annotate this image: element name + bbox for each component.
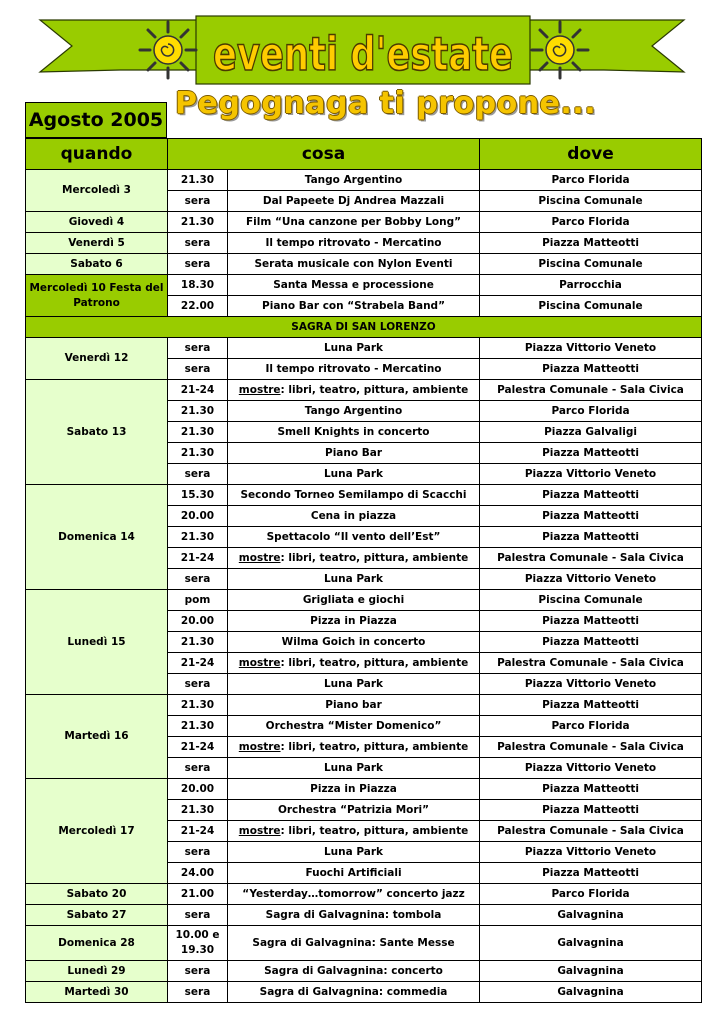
event-time: sera xyxy=(168,961,228,982)
event-category: mostre xyxy=(238,825,281,837)
header-when: quando xyxy=(26,139,168,170)
event-title-text: : libri, teatro, pittura, ambiente xyxy=(280,384,469,396)
event-time: 21.30 xyxy=(168,170,228,191)
table-row xyxy=(26,338,702,359)
event-title: Film “Una canzone per Bobby Long” xyxy=(228,212,480,233)
day-label: Sabato 20 xyxy=(26,884,168,905)
event-title: Piano bar xyxy=(228,695,480,716)
event-title: Luna Park xyxy=(228,842,480,863)
event-title: “Yesterday…tomorrow” concerto jazz xyxy=(228,884,480,905)
table-row xyxy=(26,884,702,905)
event-place: Piscina Comunale xyxy=(480,590,702,611)
event-time: 21.00 xyxy=(168,884,228,905)
event-place: Galvagnina xyxy=(480,982,702,1003)
event-title: Wilma Goich in concerto xyxy=(228,632,480,653)
event-time: 18.30 xyxy=(168,275,228,296)
event-title xyxy=(228,548,480,569)
event-place: Galvagnina xyxy=(480,905,702,926)
event-title-text: : libri, teatro, pittura, ambiente xyxy=(280,657,469,669)
event-time: 24.00 xyxy=(168,863,228,884)
event-place: Piazza Matteotti xyxy=(480,632,702,653)
event-category: mostre xyxy=(238,741,281,753)
event-title xyxy=(228,821,480,842)
day-label: Martedì 30 xyxy=(26,982,168,1003)
event-title-text: : libri, teatro, pittura, ambiente xyxy=(280,825,469,837)
event-place: Piazza Vittorio Veneto xyxy=(480,842,702,863)
event-place: Galvagnina xyxy=(480,961,702,982)
event-title: Sagra di Galvagnina: concerto xyxy=(228,961,480,982)
table-row xyxy=(26,254,702,275)
header-what: cosa xyxy=(168,139,480,170)
event-title: Piano Bar con “Strabela Band” xyxy=(228,296,480,317)
table-header-row xyxy=(26,139,702,170)
event-place: Galvagnina xyxy=(480,926,702,961)
event-time: sera xyxy=(168,569,228,590)
event-title: Luna Park xyxy=(228,338,480,359)
event-time: sera xyxy=(168,191,228,212)
event-title: Orchestra “Patrizia Mori” xyxy=(228,800,480,821)
event-place: Piazza Vittorio Veneto xyxy=(480,338,702,359)
event-time: sera xyxy=(168,674,228,695)
event-time: 21.30 xyxy=(168,422,228,443)
event-title: Pizza in Piazza xyxy=(228,779,480,800)
event-title: Orchestra “Mister Domenico” xyxy=(228,716,480,737)
event-time: 21.30 xyxy=(168,800,228,821)
table-row xyxy=(26,275,702,296)
event-time: sera xyxy=(168,842,228,863)
event-title: Sagra di Galvagnina: commedia xyxy=(228,982,480,1003)
event-title: Grigliata e giochi xyxy=(228,590,480,611)
table-row xyxy=(26,961,702,982)
event-place: Palestra Comunale - Sala Civica xyxy=(480,548,702,569)
event-place: Piazza Vittorio Veneto xyxy=(480,758,702,779)
day-label: Lunedì 15 xyxy=(26,590,168,695)
event-place: Palestra Comunale - Sala Civica xyxy=(480,821,702,842)
event-title: Pizza in Piazza xyxy=(228,611,480,632)
event-title: Luna Park xyxy=(228,464,480,485)
table-row xyxy=(26,380,702,401)
table-row xyxy=(26,233,702,254)
event-place: Piscina Comunale xyxy=(480,191,702,212)
event-title: Sagra di Galvagnina: tombola xyxy=(228,905,480,926)
event-place: Piazza Vittorio Veneto xyxy=(480,464,702,485)
event-place: Piazza Matteotti xyxy=(480,695,702,716)
event-title: Cena in piazza xyxy=(228,506,480,527)
event-time: pom xyxy=(168,590,228,611)
event-time: sera xyxy=(168,233,228,254)
event-title: Luna Park xyxy=(228,758,480,779)
event-time: 22.00 xyxy=(168,296,228,317)
event-time: 15.30 xyxy=(168,485,228,506)
day-label: Sabato 13 xyxy=(26,380,168,485)
day-label: Domenica 14 xyxy=(26,485,168,590)
event-place: Piazza Matteotti xyxy=(480,359,702,380)
header-where: dove xyxy=(480,139,702,170)
event-place: Piazza Vittorio Veneto xyxy=(480,674,702,695)
event-title: Luna Park xyxy=(228,674,480,695)
event-place: Piazza Matteotti xyxy=(480,611,702,632)
event-place: Parco Florida xyxy=(480,170,702,191)
event-place: Piazza Matteotti xyxy=(480,527,702,548)
event-title: Smell Knights in concerto xyxy=(228,422,480,443)
event-time: 20.00 xyxy=(168,779,228,800)
event-place: Piscina Comunale xyxy=(480,254,702,275)
day-label: Lunedì 29 xyxy=(26,961,168,982)
event-time: 21-24 xyxy=(168,548,228,569)
event-title: Serata musicale con Nylon Eventi xyxy=(228,254,480,275)
event-place: Piazza Matteotti xyxy=(480,506,702,527)
day-label: Domenica 28 xyxy=(26,926,168,961)
day-label: Sabato 6 xyxy=(26,254,168,275)
event-time: sera xyxy=(168,338,228,359)
event-time: sera xyxy=(168,254,228,275)
section-label: SAGRA DI SAN LORENZO xyxy=(26,317,702,338)
event-place: Parco Florida xyxy=(480,212,702,233)
event-place: Piazza Matteotti xyxy=(480,485,702,506)
event-time: 21.30 xyxy=(168,716,228,737)
event-time: 21-24 xyxy=(168,653,228,674)
event-place: Parco Florida xyxy=(480,401,702,422)
event-place: Piazza Matteotti xyxy=(480,800,702,821)
event-title: Piano Bar xyxy=(228,443,480,464)
event-title xyxy=(228,380,480,401)
table-row xyxy=(26,590,702,611)
section-band xyxy=(26,317,702,338)
event-title xyxy=(228,653,480,674)
event-time: 20.00 xyxy=(168,506,228,527)
table-row xyxy=(26,982,702,1003)
event-place: Piazza Galvaligi xyxy=(480,422,702,443)
events-table xyxy=(25,138,702,1003)
event-place: Parco Florida xyxy=(480,884,702,905)
event-title: Tango Argentino xyxy=(228,170,480,191)
table-row xyxy=(26,905,702,926)
page-subtitle: Pegognaga ti propone... xyxy=(175,86,597,121)
event-time: 21-24 xyxy=(168,821,228,842)
event-title: Fuochi Artificiali xyxy=(228,863,480,884)
event-place: Parrocchia xyxy=(480,275,702,296)
event-place: Palestra Comunale - Sala Civica xyxy=(480,653,702,674)
day-label: Mercoledì 3 xyxy=(26,170,168,212)
event-time: 21-24 xyxy=(168,737,228,758)
event-category: mostre xyxy=(238,384,281,396)
event-title-text: : libri, teatro, pittura, ambiente xyxy=(280,741,469,753)
event-title: Dal Papeete Dj Andrea Mazzali xyxy=(228,191,480,212)
event-category: mostre xyxy=(238,552,281,564)
event-title: Spettacolo “Il vento dell’Est” xyxy=(228,527,480,548)
event-time: 21.30 xyxy=(168,401,228,422)
table-row xyxy=(26,485,702,506)
event-time: 21.30 xyxy=(168,695,228,716)
day-label: Sabato 27 xyxy=(26,905,168,926)
event-time: 21.30 xyxy=(168,527,228,548)
event-time: sera xyxy=(168,905,228,926)
event-place: Piazza Matteotti xyxy=(480,443,702,464)
event-place: Piazza Matteotti xyxy=(480,779,702,800)
event-place: Parco Florida xyxy=(480,716,702,737)
event-title xyxy=(228,737,480,758)
day-label: Mercoledì 10 Festa del Patrono xyxy=(26,275,168,317)
day-label: Venerdì 5 xyxy=(26,233,168,254)
table-row xyxy=(26,212,702,233)
event-title: Luna Park xyxy=(228,569,480,590)
month-label: Agosto 2005 xyxy=(25,102,167,138)
event-title: Sagra di Galvagnina: Sante Messe xyxy=(228,926,480,961)
day-label: Venerdì 12 xyxy=(26,338,168,380)
event-place: Palestra Comunale - Sala Civica xyxy=(480,737,702,758)
event-time: sera xyxy=(168,359,228,380)
event-place: Piazza Vittorio Veneto xyxy=(480,569,702,590)
title-banner xyxy=(0,0,724,100)
event-place: Piazza Matteotti xyxy=(480,233,702,254)
day-label: Mercoledì 17 xyxy=(26,779,168,884)
table-row xyxy=(26,926,702,961)
day-label: Giovedì 4 xyxy=(26,212,168,233)
event-title: Tango Argentino xyxy=(228,401,480,422)
event-title-text: : libri, teatro, pittura, ambiente xyxy=(280,552,469,564)
event-place: Piscina Comunale xyxy=(480,296,702,317)
table-row xyxy=(26,695,702,716)
event-category: mostre xyxy=(238,657,281,669)
table-row xyxy=(26,779,702,800)
event-time: 21.30 xyxy=(168,212,228,233)
event-time: 21-24 xyxy=(168,380,228,401)
sun-icon-right xyxy=(532,22,588,78)
event-title: Secondo Torneo Semilampo di Scacchi xyxy=(228,485,480,506)
event-time: 20.00 xyxy=(168,611,228,632)
day-label: Martedì 16 xyxy=(26,695,168,779)
event-time: 10.00 e 19.30 xyxy=(168,926,228,961)
event-title: Il tempo ritrovato - Mercatino xyxy=(228,233,480,254)
sun-icon-left xyxy=(140,22,196,78)
event-time: sera xyxy=(168,758,228,779)
event-title: Il tempo ritrovato - Mercatino xyxy=(228,359,480,380)
event-time: 21.30 xyxy=(168,632,228,653)
event-time: sera xyxy=(168,464,228,485)
table-row xyxy=(26,170,702,191)
event-time: sera xyxy=(168,982,228,1003)
event-place: Palestra Comunale - Sala Civica xyxy=(480,380,702,401)
event-time: 21.30 xyxy=(168,443,228,464)
event-title: Santa Messa e processione xyxy=(228,275,480,296)
event-place: Piazza Matteotti xyxy=(480,863,702,884)
banner-title: eventi d'estate xyxy=(213,27,513,81)
